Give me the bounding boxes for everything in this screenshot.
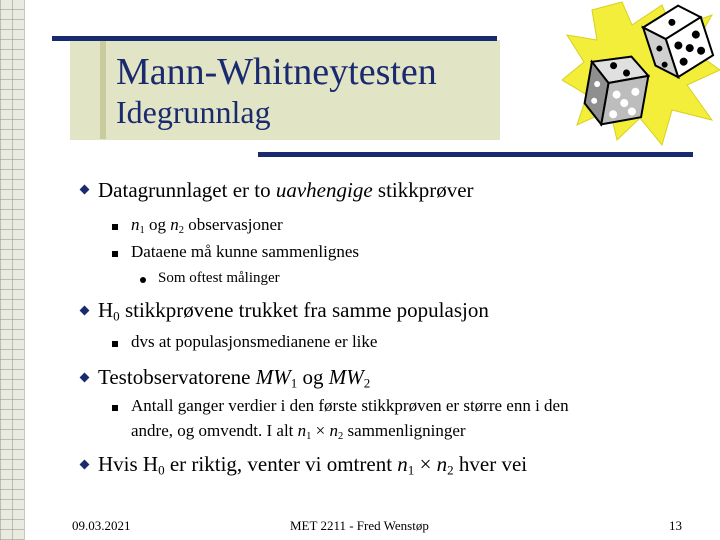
subscript: 1 bbox=[306, 430, 312, 442]
bullet-diamond-icon bbox=[80, 373, 90, 383]
bullet-diamond-icon bbox=[80, 306, 90, 316]
page-subtitle: Idegrunnlag bbox=[116, 94, 271, 130]
title-accent-bar bbox=[100, 38, 106, 139]
bullet-level2: Dataene må kunne sammenlignes bbox=[131, 242, 360, 261]
bullet-level2: Antall ganger verdier i den første stikkprøven er større enn i den bbox=[131, 396, 569, 415]
times-symbol: × bbox=[311, 421, 330, 440]
bullet-level1 bbox=[98, 365, 370, 390]
footer-course: MET 2211 - Fred Wenstøp bbox=[290, 518, 429, 533]
bullet-text: stikkprøver bbox=[372, 178, 474, 202]
bullet-text: og bbox=[297, 365, 329, 389]
bullet-level2-continued bbox=[131, 421, 466, 441]
math-var: MW bbox=[328, 365, 364, 389]
bullet-square-icon bbox=[112, 251, 118, 257]
bullet-text: sammenligninger bbox=[343, 421, 466, 440]
bullet-text: og bbox=[144, 215, 171, 234]
bullet-text: observasjoner bbox=[184, 215, 283, 234]
bullet-text: er riktig, venter vi omtrent bbox=[164, 452, 398, 476]
bullet-level2 bbox=[131, 215, 283, 235]
times-symbol: × bbox=[414, 452, 437, 476]
bullet-text: H bbox=[98, 298, 114, 322]
bullet-text: Hvis H bbox=[98, 452, 159, 476]
bullet-dot-icon bbox=[140, 277, 146, 283]
subscript: 0 bbox=[158, 462, 165, 478]
bullet-text: hver vei bbox=[453, 452, 528, 476]
bullet-level2: dvs at populasjonsmedianene er like bbox=[131, 332, 378, 351]
math-var: n bbox=[131, 215, 140, 234]
bullet-square-icon bbox=[112, 341, 118, 347]
bullet-level3: Som oftest målinger bbox=[158, 270, 280, 286]
math-var: n bbox=[297, 421, 307, 440]
math-var: n bbox=[329, 421, 339, 440]
bullet-diamond-icon bbox=[80, 460, 90, 470]
page-title: Mann-Whitneytesten bbox=[116, 51, 437, 93]
math-var: n bbox=[397, 452, 408, 476]
bullet-level1 bbox=[98, 298, 489, 323]
bullet-level1 bbox=[98, 452, 527, 477]
bullet-text: Testobservatorene bbox=[98, 365, 256, 389]
bullet-text: stikkprøvene trukket fra samme populasjon bbox=[119, 298, 489, 322]
bullet-text: Datagrunnlaget er to bbox=[98, 178, 276, 202]
dice-icon bbox=[562, 0, 720, 150]
subscript: 1 bbox=[407, 462, 415, 478]
bullet-diamond-icon bbox=[80, 185, 90, 195]
math-var: n bbox=[170, 215, 179, 234]
bullet-square-icon bbox=[112, 224, 118, 230]
bullet-square-icon bbox=[112, 405, 118, 411]
footer-date: 09.03.2021 bbox=[72, 518, 131, 533]
subscript: 2 bbox=[447, 462, 454, 478]
subscript: 2 bbox=[338, 430, 344, 442]
title-rule-bottom bbox=[258, 152, 693, 157]
subscript: 0 bbox=[113, 308, 120, 324]
decorative-margin bbox=[0, 0, 25, 540]
math-var: n bbox=[436, 452, 448, 476]
subscript: 1 bbox=[139, 224, 145, 236]
bullet-level1 bbox=[98, 178, 474, 203]
subscript: 2 bbox=[363, 375, 371, 391]
emphasis-text: uavhengige bbox=[275, 178, 373, 202]
title-rule-top bbox=[52, 36, 497, 41]
footer-page-number: 13 bbox=[669, 518, 682, 533]
subscript: 2 bbox=[178, 224, 185, 236]
subscript: 1 bbox=[290, 375, 298, 391]
bullet-text: andre, og omvendt. I alt bbox=[131, 421, 298, 440]
math-var: MW bbox=[255, 365, 291, 389]
